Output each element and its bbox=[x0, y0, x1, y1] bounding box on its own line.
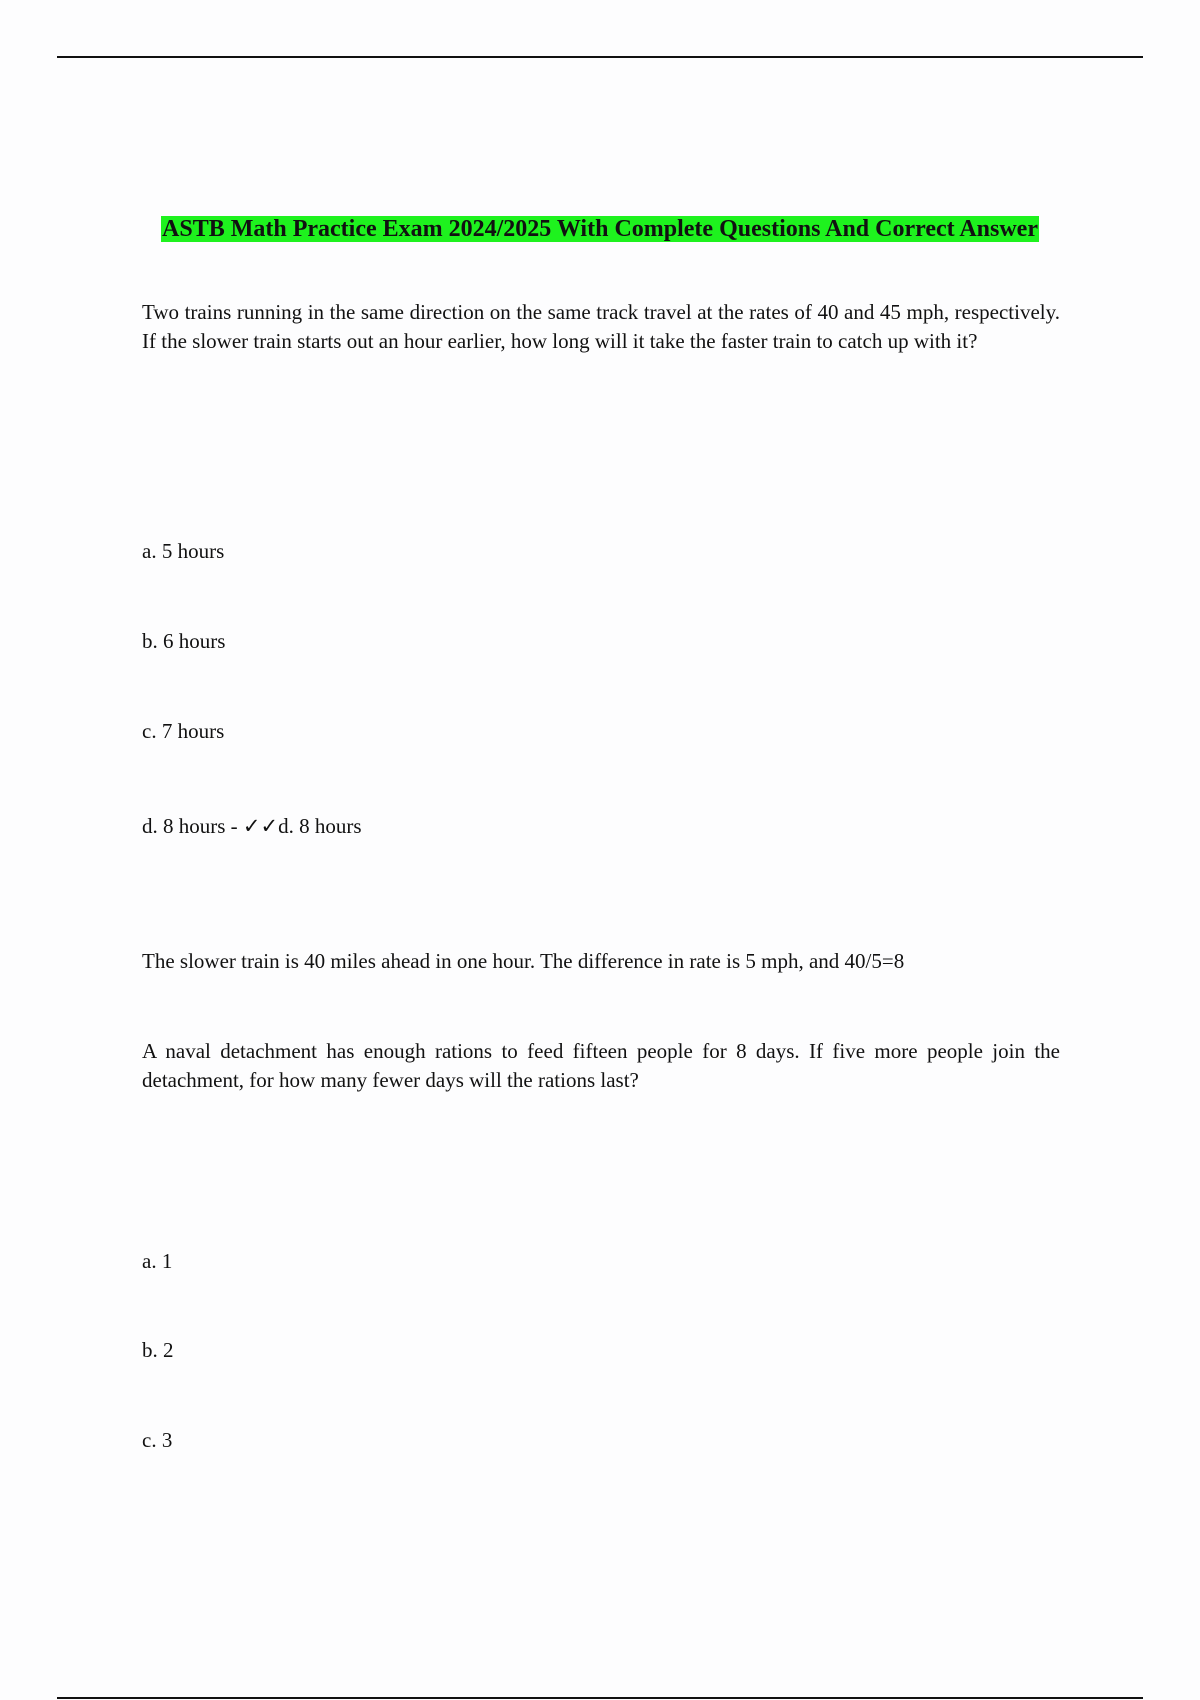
question-2-option-c: c. 3 bbox=[142, 1428, 173, 1452]
question-1-text: Two trains running in the same direction on the same track travel at the rates of 40 and 45 mph, respectively. If the slower train starts out an hour earlier, how long will it take the faster train to catch up with it? bbox=[142, 300, 1060, 353]
question-1-option-c: c. 7 hours bbox=[142, 719, 225, 743]
top-rule bbox=[57, 56, 1143, 58]
question-1-option-a: a. 5 hours bbox=[142, 539, 225, 563]
document-title bbox=[140, 212, 1060, 246]
title-highlight: ASTB Math Practice Exam 2024/2025 With Complete Questions And Correct Answer bbox=[162, 216, 1038, 242]
question-2-option-a: a. 1 bbox=[142, 1249, 173, 1273]
question-2-option-b: b. 2 bbox=[142, 1338, 174, 1362]
bottom-rule bbox=[57, 1697, 1143, 1699]
question-1-explanation: The slower train is 40 miles ahead in one hour. The difference in rate is 5 mph, and 40/5=8 bbox=[142, 949, 905, 973]
question-1-option-d-answer: d. 8 hours - ✓✓d. 8 hours bbox=[142, 814, 362, 838]
question-2-text: A naval detachment has enough rations to feed fifteen people for 8 days. If five more people join the detachment, for how many fewer days will the rations last? bbox=[142, 1039, 1060, 1092]
question-1-option-b: b. 6 hours bbox=[142, 629, 226, 653]
